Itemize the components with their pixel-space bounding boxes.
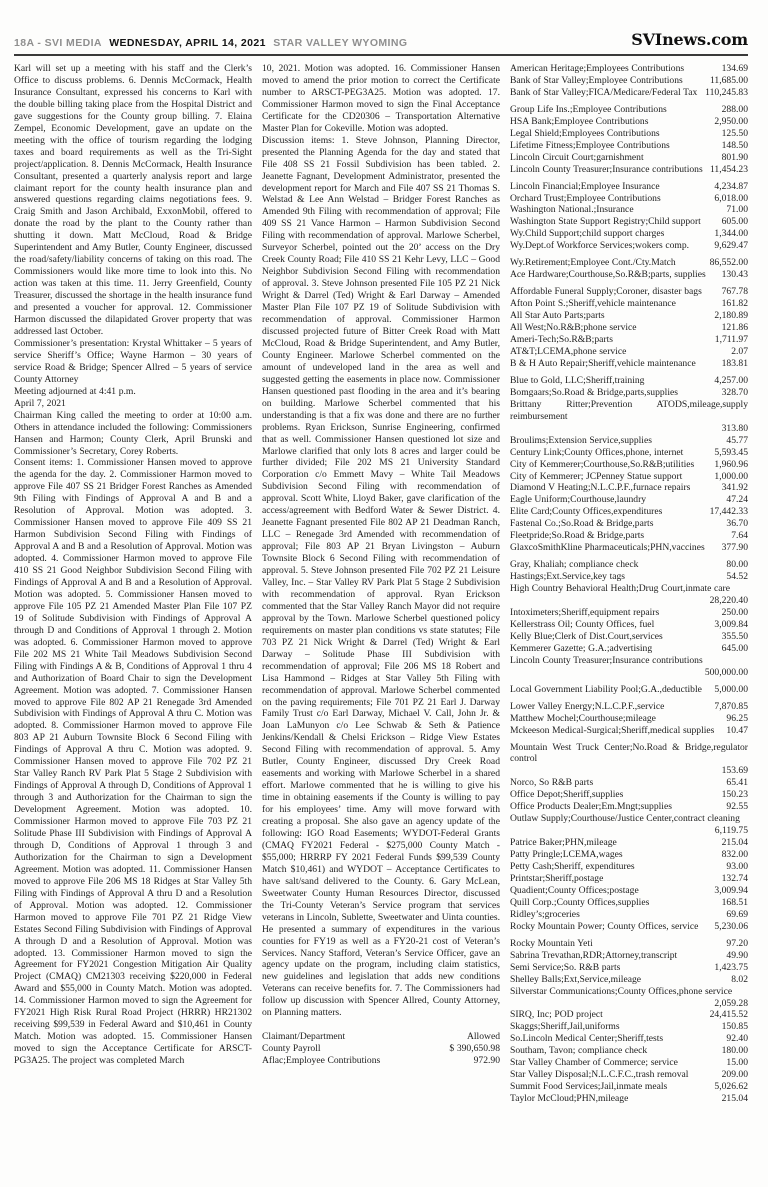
expenditure-row xyxy=(510,216,748,228)
expenditure-amount: 2,950.00 xyxy=(714,115,748,127)
expenditure-claimant: City of Kemmerer; JCPenney Statue support xyxy=(510,470,683,482)
expenditure-amount: 5,230.06 xyxy=(714,920,748,932)
expenditure-row xyxy=(510,885,748,897)
expenditure-claimant: Lincoln Financial;Employee Insurance xyxy=(510,180,660,192)
expenditure-row xyxy=(510,655,748,679)
expenditure-row xyxy=(510,471,748,483)
expenditure-claimant: Rocky Mountain Power; County Offices, service xyxy=(510,920,699,932)
expenditure-claimant: Brittany Ritter;Prevention ATODS,mileage,supply reimbursement xyxy=(510,398,748,422)
expenditure-claimant: City of Kemmerer;Courthouse,So.R&B;utilities xyxy=(510,458,695,470)
expenditure-claimant: Elite Card;County Offices,expenditures xyxy=(510,506,663,518)
claims-table xyxy=(262,1031,500,1067)
expenditure-row xyxy=(510,849,748,861)
expenditure-amount: 54.52 xyxy=(726,571,748,583)
expenditure-row xyxy=(510,777,748,789)
expenditure-row xyxy=(510,1069,748,1081)
expenditure-row xyxy=(510,684,748,696)
expenditure-row xyxy=(510,240,748,252)
expenditure-claimant: Diamond V Heating;N.L.C.P.F.,furnace repairs xyxy=(510,482,691,494)
body-paragraph: 10, 2021. Motion was adopted. 16. Commissioner Hansen moved to amend the prior motion to correct the Certificate number to ARSCT-PEG3A25. Motion was adopted. 17. Commissioner Harmon moved to sign the Final Acceptance Certificate for the CD20306 – Transportation Alternative Master Plan for Cokeville. Motion was adopted. xyxy=(262,63,500,134)
expenditure-amount: 153.69 xyxy=(721,765,748,777)
article-columns xyxy=(14,63,748,1105)
body-paragraph: Consent items: 1. Commissioner Hansen moved to approve the agenda for the day. 2. Commissioner Harmon moved to approve File 407 SS 21 Bridger Forest Ranches as Amended 9th Filing with Findings of Approval A and B and a Resolution of Approval. Motion was adopted. 3. Commissioner Hansen moved to approve File 409 SS 21 Harmon Subdivision Second Filing with Findings of Approval A and B and a Resolution of Approval. Motion was adopted. 4. Commissioner Harmon moved to approve File 410 SS 21 Good Neighbor Subdivision Second Filing with Findings of Approval A and B and a Resolution of Approval. Motion was adopted. 5. Commissioner Hansen moved to approve File 105 PZ 21 Amended Master Plan File 107 PZ 19 of Solitude Subdivision with Findings of Approval A through D and Conditions of Approval 1 through 2. Motion was adopted. 6. Commissioner Harmon moved to approve File 202 MS 21 White Tail Meadows Subdivision Second Filing with Findings A & B, Conditions of Approval 1 thru 4 and Authorization of Board Chair to sign the Development Agreement. Motion was adopted. 7. Commissioner Hansen moved to approve File 802 AP 21 Renegade 3rd Amended Subdivision with Findings of Approval A thru C. Motion was adopted. 8. Commissioner Harmon moved to approve File 803 AP 21 Auburn Townsite Block 6 Second Filing with Findings of Approval A thru C. Motion was adopted. 9. Commissioner Hansen moved to approve File 702 PZ 21 Star Valley Ranch RV Park Plat 5 Stage 2 Subdivision with Findings of Approval A through D, Conditions of Approval 1 through 3 and Authorization for the Chairman to sign the Development Agreement. Motion was adopted. 10. Commissioner Harmon moved to approve File 703 PZ 21 Solitude Phase III Subdivision with Findings of Approval A through D, Conditions of Approval 1 through 3 and Authorization for the Chairman to sign a Development Agreement. Motion was adopted. 11. Commissioner Hansen moved to approve File 206 MS 18 Ridges at Star Valley 5th Filing with Findings of Approval A thru D and a Resolution of Approval. Motion was adopted. 12. Commissioner Harmon moved to approve File 701 PZ 21 Ridge View Estates Second Filing Subdivision with Findings of Approval A through D and a Resolution of Approval. Motion was adopted. 13. Commissioner Harmon moved to sign the Agreement for FY2021 Congestion Mitigation Air Quality Project (CMAQ) CM21303 receiving $220,000 in Federal Award and $55,000 in County Match. Motion was adopted. 14. Commissioner Harmon moved to sign the Agreement for FY2021 High Risk Rural Road Project (HRRR) HR21302 receiving $99,539 in Federal Award and $10,461 in County Match. Motion was adopted. 15. Commissioner Hansen moved to sign the Acceptance Certificate for ARSCT-PG3A25. The project was completed March xyxy=(14,457,252,1067)
expenditure-claimant: Quill Corp.;County Offices,supplies xyxy=(510,896,650,908)
expenditure-row xyxy=(510,399,748,435)
expenditure-amount: 11,454.23 xyxy=(709,163,748,175)
expenditure-claimant: Intoximeters;Sheriff,equipment repairs xyxy=(510,606,660,618)
expenditure-row xyxy=(510,1081,748,1093)
expenditure-claimant: Sabrina Trevathan,RDR;Attorney,transcript xyxy=(510,949,678,961)
expenditure-amount: 1,711.97 xyxy=(714,334,748,346)
expenditure-claimant: Broulims;Extension Service,supplies xyxy=(510,434,652,446)
expenditure-claimant: Skaggs;Sheriff,Jail,uniforms xyxy=(510,1021,620,1033)
expenditure-row xyxy=(510,1045,748,1057)
expenditure-amount: 168.51 xyxy=(721,896,748,908)
expenditure-claimant: Lincoln Circuit Court;garnishment xyxy=(510,151,644,163)
expenditure-amount: 8.02 xyxy=(731,973,748,985)
expenditure-claimant: Orchard Trust;Employee Contributions xyxy=(510,192,661,204)
expenditure-row xyxy=(510,974,748,986)
expenditure-claimant: Wy.Child Support;child support charges xyxy=(510,228,665,240)
expenditure-amount: 17,442.33 xyxy=(709,506,748,518)
expenditure-row xyxy=(510,801,748,813)
expenditure-amount: 36.70 xyxy=(726,518,748,530)
expenditure-row xyxy=(510,310,748,322)
expenditure-row xyxy=(510,75,748,87)
expenditure-amount: 7.64 xyxy=(731,530,748,542)
expenditure-row xyxy=(510,358,748,370)
expenditure-row xyxy=(510,921,748,933)
expenditure-amount: 2,059.28 xyxy=(714,997,748,1009)
expenditure-claimant: Summit Food Services;Jail,inmate meals xyxy=(510,1081,668,1093)
expenditure-amount: 9,629.47 xyxy=(714,240,748,252)
expenditure-amount: 130.43 xyxy=(721,269,748,281)
expenditure-amount: 134.69 xyxy=(721,63,748,74)
expenditure-row xyxy=(510,346,748,358)
expenditure-row xyxy=(510,286,748,298)
expenditure-row xyxy=(510,1021,748,1033)
expenditure-row xyxy=(510,140,748,152)
expenditure-amount: 6,119.75 xyxy=(714,825,748,837)
expenditure-amount: 1,423.75 xyxy=(714,961,748,973)
expenditure-claimant: Mountain West Truck Center;No.Road & Bridge,regulator control xyxy=(510,741,748,765)
site-logo: SVInews.com xyxy=(631,30,748,49)
expenditure-amount: 28,220.40 xyxy=(709,595,748,607)
expenditure-row xyxy=(510,518,748,530)
expenditure-row xyxy=(510,813,748,837)
expenditure-row xyxy=(510,152,748,164)
expenditure-amount: 180.00 xyxy=(721,1045,748,1057)
expenditure-claimant: Printstar;Sheriff,postage xyxy=(510,873,604,884)
claim-row xyxy=(262,1043,500,1055)
expenditure-amount: 11,685.00 xyxy=(709,74,748,86)
column-2-paragraphs xyxy=(262,63,500,1019)
expenditure-row xyxy=(510,459,748,471)
expenditure-amount: 215.04 xyxy=(721,837,748,849)
body-paragraph: Discussion items: 1. Steve Johnson, Planning Director, presented the Planning Agenda for the day and stated that File 408 SS 21 Fossil Subdivision has been tabled. 2. Jeanette Fagnant, Development Administrator, presented the development report for March and File 407 SS 21 Thomas S. Welstad & Lee Ann Welstad – Bridger Forest Ranches as Amended 9th Filing with recommendation of approval; File 409 SS 21 Vance Harmon – Harmon Subdivision Second Filing with recommendation of approval. Marlowe Scherbel, Surveyor Scherbel, pointed out the 20’ access on the Dry Creek County Road; File 410 SS 21 Kehr Levy, LLC – Good Neighbor Subdivision Second Filing with recommendation of approval. 3. Steve Johnson presented File 105 PZ 21 Nick Wright & Darrel (Ted) Wright & Earl Darway – Amended Master Plan File 107 PZ 19 of Solitude Subdivision with recommendation of approval. Commissioner Harmon discussed projected future of Bitter Creek Road with Matt McCloud, Road & Bridge Superintendent, and Amy Butler, County Engineer. Marlowe Scherbel commented on the amount of undeveloped land in the area as well and suggested getting the easements in place now. Commissioner Hansen questioned past flooding in the area and it’s bearing on building. Marlowe Scherbel commented that his understanding is that a fix was done and there are no further problems. Ryan Erickson, Sunrise Engineering, confirmed that as well. Commissioner Hansen questioned lot size and Marlowe clarified that only lots 8 acres and larger could be further divided; File 202 MS 21 University Standard Corporation c/o Emmett Mavy – White Tail Meadows Subdivision Second Filing with recommendation of approval. Scott White, Lloyd Baker, gave clarification of the access/agreement with Bedford Water & Sewer District. 4. Jeanette Fagnant presented File 802 AP 21 Deadman Ranch, LLC – Renegade 3rd Amended with recommendation of approval; File 803 AP 21 Bryan Livingston – Auburn Townsite Block 6 Second Filing with recommendation of approval. 5. Steve Johnson presented File 702 PZ 21 Leisure Valley, Inc. – Star Valley RV Park Plat 5 Stage 2 Subdivision with recommendation of approval. Ryan Erickson commented that the Star Valley Ranch Mayor did not require approval by the Town. Marlowe Scherbel questioned policy requirements on master plan conditions vs state statutes; File 703 PZ 21 Nick Wright & Darrel (Ted) Wright & Earl Darway – Solitude Phase III Subdivision with recommendation of approval; File 206 MS 18 Robert and Lisa Hammond – Ridges at Star Valley 5th Filing with recommendation of approval. Marlowe Scherbel commented on the paving requirements; File 701 PZ 21 Earl J. Darway Family Trust c/o Earl Darway, Michael V. Call, John Jr. & Joan LaMunyon c/o Lee Schwab & Seth & Patience Jenkins/Kendall & Chelsi Erickson – Ridge View Estates Second Filing with recommendation of approval. 5. Amy Butler, County Engineer, discussed Dry Creek Road easements and working with Marlowe Scherbel in a shared effort. Marlowe commented that he is willing to give his time in obtaining easements if the County is willing to pay for his employees’ time. Amy will move forward with creating a proposal. She also gave an agency update of the following: IGO Road Easements; WYDOT-Federal Grants (CMAQ FY2021 Federal - $275,000 County Match - $55,000; HRRRP FY 2021 Federal Funds $99,539 County Match $10,461) and WYDOT – Acceptance Certificates to have salt/sand delivered to the County. 6. Gary McLean, Sweetwater County Human Resources Director, discussed the Tri-County Veteran’s Service program that services veterans in Lincoln, Sublette, Sweetwater and Uinta counties. He presented a summary of expenditures in the various counties for FY19 as well as a FY20-21 cost of Veteran’s Services. Nancy Stafford, Veteran’s Service Officer, gave an agency update on the program, including claim statistics, new guidelines and legislation that adds new conditions Veterans can receive benefits for. 7. The Commissioners had follow up discussion with Spencer Allred, County Attorney, on Planning matters. xyxy=(262,134,500,1019)
expenditure-amount: 183.81 xyxy=(721,357,748,369)
expenditure-row xyxy=(510,1057,748,1069)
expenditure-claimant: Kemmerer Gazette; G.A.;advertising xyxy=(510,642,653,654)
expenditure-amount: 4,234.87 xyxy=(714,180,748,192)
expenditure-row xyxy=(510,962,748,974)
expenditure-claimant: Kellerstrass Oil; County Offices, fuel xyxy=(510,618,655,630)
expenditure-row xyxy=(510,128,748,140)
expenditure-row xyxy=(510,298,748,310)
expenditure-amount: 377.90 xyxy=(721,542,748,554)
expenditure-claimant: SIRQ, Inc; POD project xyxy=(510,1009,603,1021)
expenditure-amount: 328.70 xyxy=(721,386,748,398)
expenditure-row xyxy=(510,986,748,1010)
expenditure-amount: 125.50 xyxy=(721,127,748,139)
expenditure-claimant: Patty Pringle;LCEMA,wages xyxy=(510,849,623,861)
body-paragraph: Meeting adjourned at 4:41 p.m. xyxy=(14,385,136,397)
expenditure-claimant: Lower Valley Energy;N.L.C.P.F.,service xyxy=(510,700,665,712)
expenditure-claimant: Wy.Retirement;Employee Cont./Cty.Match xyxy=(510,257,676,269)
expenditure-claimant: Kelly Blue;Clerk of Dist.Court,services xyxy=(510,630,663,642)
expenditure-claimant: Quadient;County Offices;postage xyxy=(510,884,639,896)
expenditure-row xyxy=(510,257,748,269)
body-paragraph: April 7, 2021 xyxy=(14,397,66,409)
expenditure-row xyxy=(510,837,748,849)
expenditure-claimant: Washington State Support Registry;Child support xyxy=(510,216,701,228)
claims-table-header xyxy=(262,1031,500,1043)
expenditure-row xyxy=(510,375,748,387)
expenditure-amount: 605.00 xyxy=(721,216,748,228)
expenditure-amount: 767.78 xyxy=(721,286,748,298)
expenditure-amount: 3,009.84 xyxy=(714,618,748,630)
expenditure-row xyxy=(510,482,748,494)
claimant-name: County Payroll xyxy=(262,1043,321,1055)
column-3-expenditures xyxy=(510,63,748,1105)
expenditure-amount: 92.40 xyxy=(726,1033,748,1045)
expenditure-row xyxy=(510,643,748,655)
expenditure-claimant: Affordable Funeral Supply;Coroner, disaster bags xyxy=(510,286,702,298)
expenditure-claimant: Office Products Dealer;Em.Mngt;supplies xyxy=(510,801,672,813)
expenditure-claimant: Norco, So R&B parts xyxy=(510,777,594,789)
expenditure-row xyxy=(510,619,748,631)
expenditure-claimant: Legal Shield;Employees Contributions xyxy=(510,127,660,139)
expenditure-claimant: Wy.Dept.of Workforce Services;wokers comp. xyxy=(510,240,690,252)
expenditure-claimant: Semi Service;So. R&B parts xyxy=(510,961,621,973)
expenditure-amount: 355.50 xyxy=(721,630,748,642)
expenditure-claimant: Outlaw Supply;Courthouse/Justice Center,contract cleaning xyxy=(510,813,740,825)
expenditure-amount: 341.92 xyxy=(721,482,748,494)
expenditure-row xyxy=(510,559,748,571)
expenditure-claimant: Silverstar Communications;County Offices,phone service xyxy=(510,985,733,997)
expenditure-amount: 47.24 xyxy=(726,494,748,506)
expenditure-claimant: Ameri-Tech;So.R&B;parts xyxy=(510,334,613,346)
expenditure-amount: 500,000.00 xyxy=(704,666,748,678)
expenditure-amount: 2,180.89 xyxy=(714,310,748,322)
expenditure-claimant: Lincoln County Treasurer;Insurance contributions xyxy=(510,654,703,666)
expenditure-claimant: B & H Auto Repair;Sheriff,vehicle maintenance xyxy=(510,357,696,369)
expenditure-amount: 6,018.00 xyxy=(714,192,748,204)
expenditure-row xyxy=(510,447,748,459)
expenditure-amount: 150.23 xyxy=(721,789,748,801)
claimant-name: Aflac;Employee Contributions xyxy=(262,1055,381,1067)
expenditure-row xyxy=(510,701,748,713)
body-paragraph: Chairman King called the meeting to order at 10:00 a.m. Others in attendance included the following: Commissioners Hansen and Harmon; County Clerk, April Brunski and Commissioner’s Secretary, Corey Roberts. xyxy=(14,409,252,457)
expenditure-amount: 832.00 xyxy=(721,849,748,861)
expenditure-amount: 1,344.00 xyxy=(714,228,748,240)
claim-row xyxy=(262,1055,500,1067)
expenditure-amount: 215.04 xyxy=(721,1093,748,1105)
masthead-left xyxy=(14,37,411,49)
expenditure-row xyxy=(510,530,748,542)
expenditure-claimant: Gray, Khaliah; compliance check xyxy=(510,559,639,571)
claim-amount: $ 390,650.98 xyxy=(449,1043,500,1055)
expenditure-row xyxy=(510,1093,748,1105)
expenditure-claimant: Office Depot;Sheriff,supplies xyxy=(510,789,624,801)
expenditure-claimant: Century Link;County Offices,phone, internet xyxy=(510,446,684,458)
expenditure-amount: 86,552.00 xyxy=(709,257,748,269)
body-paragraph: Commissioner’s presentation: Krystal Whittaker – 5 years of service Sheriff’s Office; Wayne Harmon – 30 years of service Road & Bridge; Spencer Allred – 5 years of service County Attorney xyxy=(14,337,252,385)
expenditure-row xyxy=(510,494,748,506)
expenditure-amount: 161.82 xyxy=(721,298,748,310)
expenditure-claimant: Local Government Liability Pool;G.A.,deductible xyxy=(510,683,702,695)
expenditure-claimant: Shelley Balls;Ext,Service,mileage xyxy=(510,973,642,985)
masthead-divider xyxy=(14,54,748,56)
expenditure-amount: 148.50 xyxy=(721,139,748,151)
expenditure-amount: 209.00 xyxy=(721,1069,748,1081)
expenditure-claimant: High Country Behavioral Health;Drug Court,inmate care xyxy=(510,583,730,595)
expenditure-claimant: Ridley’s;groceries xyxy=(510,908,580,920)
expenditure-row xyxy=(510,269,748,281)
expenditure-claimant: Southam, Tavon; compliance check xyxy=(510,1045,648,1057)
expenditure-claimant: Lincoln County Treasurer;Insurance contributions xyxy=(510,163,703,175)
expenditure-row xyxy=(510,897,748,909)
expenditure-row xyxy=(510,204,748,216)
expenditure-amount: 250.00 xyxy=(721,606,748,618)
expenditure-amount: 645.00 xyxy=(721,642,748,654)
expenditure-amount: 4,257.00 xyxy=(714,374,748,386)
column-1 xyxy=(14,63,252,1105)
expenditure-row xyxy=(510,63,748,75)
expenditure-amount: 121.86 xyxy=(721,322,748,334)
expenditure-amount: 45.77 xyxy=(726,434,748,446)
expenditure-amount: 150.85 xyxy=(721,1021,748,1033)
body-paragraph: Karl will set up a meeting with his staff and the Clerk’s Office to discuss problems. 6. Dennis McCormack, Health Insurance Consultant, expressed his concerns to Karl with the double billing taking place from the Hospital District and gave suggestions for the County group billing. 7. Elaina Zempel, Economic Development, gave an update on the meeting with the office of tourism regarding the lodging taxes and board requirements as well as the Tri-Sight project/application. 8. Dennis McCormack, Health Insurance Consultant, presented a quarterly analysis report and large claimant report for the county health insurance plan and answered questions regarding claims negotiations fees. 9. Craig Smith and Jason Archibald, ExxonMobil, offered to donate the road by the plant to the County rather than shutting it down. Matt McCloud, Road & Bridge Superintendent and Amy Butler, County Engineer, discussed the road/safety/liability concerns of taking on this road. The Commissioners would like more time to look into this. No action was taken at this time. 11. Jerry Greenfield, County Treasurer, discussed the shortage in the health insurance fund and presented a voucher for approval. 12. Commissioner Harmon discussed the dilapidated Grover property that was addressed last October. xyxy=(14,63,252,337)
expenditure-claimant: Star Valley Chamber of Commerce; service xyxy=(510,1057,678,1069)
claims-header-allowed: Allowed xyxy=(466,1031,500,1043)
expenditure-amount: 24,415.52 xyxy=(709,1009,748,1021)
expenditure-amount: 7,870.85 xyxy=(714,700,748,712)
issue-date: WEDNESDAY, APRIL 14, 2021 xyxy=(109,37,266,49)
expenditure-claimant: Bank of Star Valley;FICA/Medicare/Federal Tax xyxy=(510,86,698,98)
expenditure-row xyxy=(510,322,748,334)
expenditure-amount: 5,026.62 xyxy=(714,1081,748,1093)
expenditure-row xyxy=(510,631,748,643)
expenditure-row xyxy=(510,87,748,99)
expenditure-row xyxy=(510,742,748,778)
expenditure-claimant: Rocky Mountain Yeti xyxy=(510,937,593,949)
expenditure-claimant: So.Lincoln Medical Center;Sheriff,tests xyxy=(510,1033,664,1045)
expenditure-claimant: Group Life Ins.;Employee Contributions xyxy=(510,103,667,115)
expenditure-row xyxy=(510,435,748,447)
expenditure-claimant: AT&T;LCEMA,phone service xyxy=(510,345,627,357)
expenditure-row xyxy=(510,909,748,921)
expenditure-amount: 49.90 xyxy=(726,949,748,961)
expenditure-row xyxy=(510,104,748,116)
masthead xyxy=(14,30,748,49)
expenditure-claimant: Bank of Star Valley;Employee Contributions xyxy=(510,74,683,86)
expenditure-claimant: Fastenal Co.;So.Road & Bridge,parts xyxy=(510,518,654,530)
expenditure-claimant: Washington National.;Insurance xyxy=(510,204,634,216)
expenditure-claimant: Taylor McCloud;PHN,mileage xyxy=(510,1093,629,1105)
expenditure-claimant: Ace Hardware;Courthouse,So.R&B;parts, supplies xyxy=(510,269,706,281)
expenditure-row xyxy=(510,1033,748,1045)
expenditure-row xyxy=(510,164,748,176)
expenditure-row xyxy=(510,873,748,885)
expenditure-amount: 65.41 xyxy=(726,777,748,789)
expenditure-row xyxy=(510,607,748,619)
expenditure-claimant: Hastings;Ext.Service,key tags xyxy=(510,571,626,583)
expenditure-amount: 5,593.45 xyxy=(714,446,748,458)
expenditure-claimant: HSA Bank;Employee Contributions xyxy=(510,115,649,127)
expenditure-claimant: All West;No.R&B;phone service xyxy=(510,322,637,334)
expenditure-claimant: American Heritage;Employees Contributions xyxy=(510,63,685,74)
expenditure-amount: 10.47 xyxy=(726,724,748,736)
expenditure-amount: 3,009.94 xyxy=(714,884,748,896)
expenditure-claimant: Lifetime Fitness;Employee Contributions xyxy=(510,139,670,151)
expenditure-row xyxy=(510,571,748,583)
expenditure-claimant: Blue to Gold, LLC;Sheriff,training xyxy=(510,374,645,386)
expenditure-amount: 80.00 xyxy=(726,559,748,571)
expenditure-claimant: Matthew Mochel;Courthouse;mileage xyxy=(510,712,656,724)
expenditure-amount: 92.55 xyxy=(726,801,748,813)
column-2 xyxy=(262,63,500,1105)
expenditure-amount: 69.69 xyxy=(726,908,748,920)
expenditure-row xyxy=(510,334,748,346)
expenditure-amount: 110,245.83 xyxy=(705,86,748,98)
claims-header-claimant: Claimant/Department xyxy=(262,1031,346,1043)
expenditure-amount: 801.90 xyxy=(721,151,748,163)
expenditure-amount: 1,000.00 xyxy=(714,470,748,482)
expenditure-row xyxy=(510,116,748,128)
expenditure-row xyxy=(510,950,748,962)
expenditure-claimant: Mckeeson Medical-Surgical;Sheriff,medical supplies xyxy=(510,724,715,736)
expenditure-amount: 15.00 xyxy=(726,1057,748,1069)
expenditure-row xyxy=(510,789,748,801)
page-number-label: 18A - SVI MEDIA xyxy=(14,37,102,49)
expenditure-amount: 2.07 xyxy=(731,345,748,357)
location-label: STAR VALLEY WYOMING xyxy=(273,37,408,49)
expenditure-claimant: Eagle Uniform;Courthouse,laundry xyxy=(510,494,647,506)
expenditure-claimant: Patrice Baker;PHN,mileage xyxy=(510,837,617,849)
expenditure-amount: 96.25 xyxy=(726,712,748,724)
expenditure-claimant: Star Valley Disposal;N.L.C.F.C.,trash removal xyxy=(510,1069,689,1081)
expenditure-row xyxy=(510,583,748,607)
expenditure-amount: 132.74 xyxy=(721,873,748,884)
expenditure-row xyxy=(510,387,748,399)
expenditure-row xyxy=(510,938,748,950)
expenditure-row xyxy=(510,506,748,518)
expenditure-row xyxy=(510,181,748,193)
expenditure-amount: 1,960.96 xyxy=(714,458,748,470)
expenditure-amount: 97.20 xyxy=(726,937,748,949)
expenditure-row xyxy=(510,542,748,554)
expenditure-row xyxy=(510,725,748,737)
expenditure-amount: 5,000.00 xyxy=(714,683,748,695)
expenditure-amount: 288.00 xyxy=(721,103,748,115)
expenditure-claimant: Petty Cash;Sheriff, expenditures xyxy=(510,861,635,873)
expenditure-claimant: All Star Auto Parts;parts xyxy=(510,310,605,322)
expenditure-row xyxy=(510,193,748,205)
expenditure-amount: 71.00 xyxy=(726,204,748,216)
expenditure-row xyxy=(510,228,748,240)
expenditure-claimant: GlaxcoSmithKline Pharmaceuticals;PHN,vaccines xyxy=(510,542,705,554)
expenditure-claimant: Afton Point S.;Sheriff,vehicle maintenance xyxy=(510,298,676,310)
expenditure-amount: 313.80 xyxy=(721,422,748,434)
expenditure-row xyxy=(510,1009,748,1021)
expenditure-claimant: Bomgaars;So.Road & Bridge,parts,supplies xyxy=(510,386,679,398)
expenditure-row xyxy=(510,713,748,725)
expenditure-amount: 93.00 xyxy=(726,861,748,873)
claims-rows xyxy=(262,1043,500,1067)
expenditure-claimant: Fleetpride;So.Road & Bridge,parts xyxy=(510,530,645,542)
expenditure-row xyxy=(510,861,748,873)
claim-amount: 972.90 xyxy=(473,1055,500,1067)
